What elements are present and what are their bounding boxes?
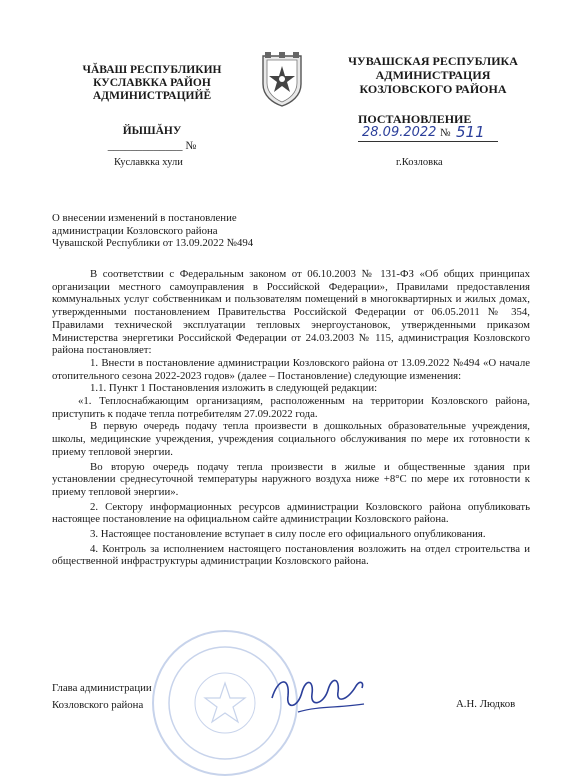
paragraph-item-1: 1. Внести в постановление администрации Козловского района от 13.09.2022 №494 «О начале отопительного сезона 2022-2023 годов» (далее – Постановление) следующие изменения:	[52, 356, 530, 382]
paragraph-preamble: В соответствии с Федеральным законом от 06.10.2003 № 131-ФЗ «Об общих принципах организации местного самоуправления в Российской Федерации», Правилами предоставления коммунальных услуг собственникам и пользователям помещений в многоквартирных и жилых домах, утвержденными постановлением Правительства Российской Федерации от 06.05.2011 № 354, Правилами технической эксплуатации тепловых энергоустановок, утвержденными приказом Министерства энергетики Российской Федерации от 24.03.2003 № 115, администрация Козловского района постановляет:	[52, 268, 530, 357]
doc-type-russian: ПОСТАНОВЛЕНИЕ	[358, 112, 472, 126]
paragraph-item-2: 2. Сектору информационных ресурсов администрации Козловского района опубликовать настоящее постановление на официальном сайте администрации Козловского района.	[52, 500, 530, 526]
header-right	[328, 54, 538, 96]
handwritten-date: 28.09.2022	[362, 125, 437, 140]
paragraph-item-3: 3. Настоящее постановление вступает в силу после его официального опубликования.	[90, 528, 486, 541]
signature-position	[52, 682, 152, 712]
paragraph-quote-1: «1. Теплоснабжающим организациям, расположенным на территории Козловского района, приступить к подаче тепла потребителям 27.09.2022 года.	[52, 395, 530, 420]
coat-of-arms-icon	[259, 52, 305, 108]
place-right: г.Козловка	[396, 157, 443, 168]
place-left: Куславкка хули	[114, 157, 183, 168]
paragraph-quote-2: В первую очередь подачу тепла произвести в дошкольных образовательные учреждения, школы, медицинские учреждения, учреждения социального обслуживания по мере их готовности к приему тепловой энергии.	[52, 420, 530, 458]
date-number-line	[358, 123, 498, 142]
document-body	[52, 268, 530, 568]
number-line-left: _____________ №	[107, 140, 197, 152]
header-right-line: ЧУВАШСКАЯ РЕСПУБЛИКА	[348, 54, 518, 68]
header-left-line: КУСЛАВККА РАЙОН	[93, 77, 211, 89]
subject-line: Чувашской Республики от 13.09.2022 №494	[52, 237, 254, 250]
paragraph-item-4: 4. Контроль за исполнением настоящего постановления возложить на отдел строительства и общественной инфраструктуры администрации Козловского района.	[52, 542, 530, 568]
paragraph-quote-3: Во вторую очередь подачу тепла произвести в жилые и общественные здания при установлении среднесуточной температуры наружного воздуха ниже +8°С по мере их готовности к приему тепловой энергии».	[52, 460, 530, 498]
handwritten-number: 511	[456, 123, 485, 141]
header-right-line: АДМИНИСТРАЦИЯ	[375, 68, 491, 82]
header-left	[62, 64, 242, 153]
signature-name: А.Н. Людков	[456, 698, 516, 710]
subject-block	[52, 212, 253, 250]
header-left-line: АДМИНИСТРАЦИЙĔ	[92, 90, 212, 102]
number-sign: №	[440, 127, 451, 139]
header-left-line: ЧĂВАШ РЕСПУБЛИКИН	[82, 64, 222, 76]
paragraph-item-1-1: 1.1. Пункт 1 Постановления изложить в следующей редакции:	[90, 382, 378, 395]
signature-position-line1: Глава администрации	[52, 682, 152, 694]
subject-line: О внесении изменений в постановление	[52, 212, 237, 224]
header-right-line: КОЗЛОВСКОГО РАЙОНА	[359, 82, 507, 96]
signature-scribble	[268, 668, 368, 716]
doc-type-chuvash: ЙЫШĂНУ	[122, 125, 182, 137]
signature-position-line2: Козловского района	[52, 699, 144, 711]
subject-line: администрации Козловского района	[52, 224, 218, 237]
